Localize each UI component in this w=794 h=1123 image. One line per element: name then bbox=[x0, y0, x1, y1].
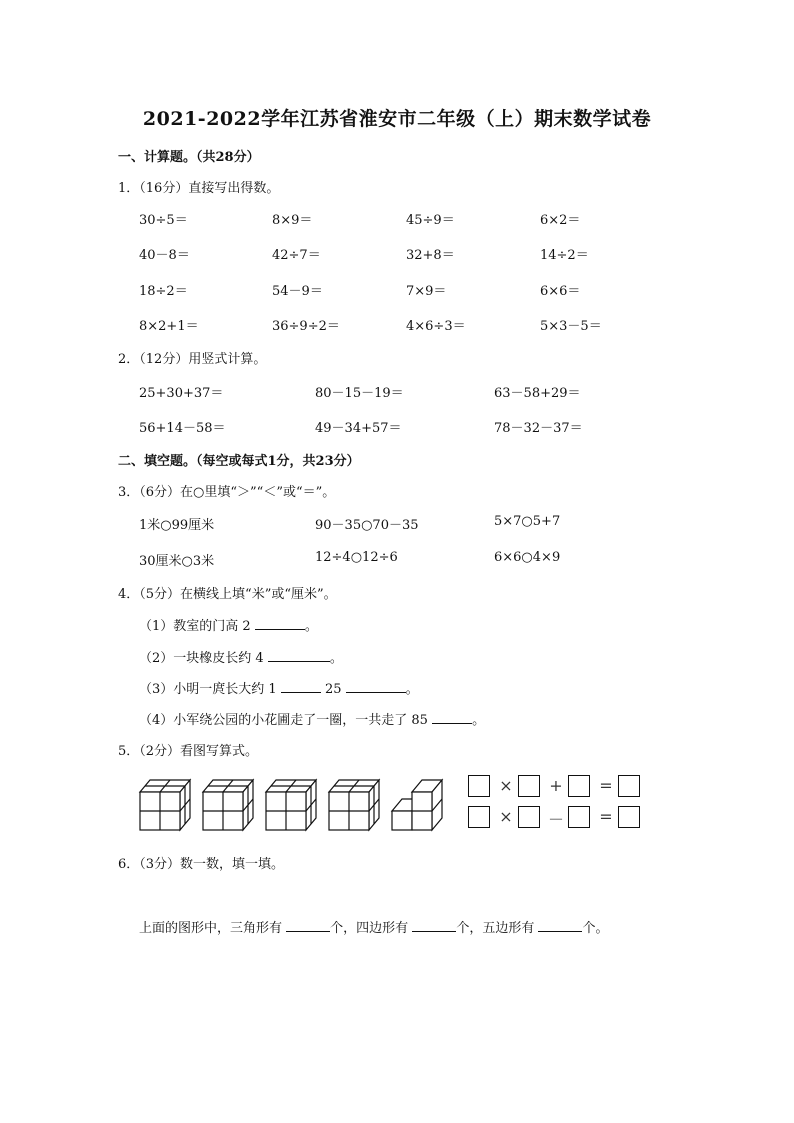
answer-box[interactable] bbox=[568, 806, 590, 828]
q4-item-4-text: （4）小军绕公园的小花圃走了一圈，一共走了 85 bbox=[139, 713, 428, 728]
operator-sign: + bbox=[549, 776, 563, 795]
cube-stack-2 bbox=[203, 780, 253, 830]
arithmetic-problem: 14÷2＝ bbox=[540, 248, 589, 263]
compare-problem: 1米○99厘米 bbox=[139, 518, 215, 533]
page-title: 2021-2022学年江苏省淮安市二年级（上）期末数学试卷 bbox=[142, 108, 652, 130]
q1-label: 1．（16分）直接写出得数。 bbox=[118, 181, 280, 196]
arithmetic-problem: 5×3－5＝ bbox=[540, 319, 602, 334]
q6-text-4: 个。 bbox=[582, 921, 609, 936]
q6-label: 6．（3分）数一数，填一填。 bbox=[118, 857, 285, 872]
q4-item-3-text: （3）小明一庹长大约 1 bbox=[139, 682, 277, 697]
q4-item-3 bbox=[139, 678, 419, 697]
arithmetic-problem: 30÷5＝ bbox=[139, 213, 188, 228]
q3-label: 3．（6分）在○里填“＞”“＜”或“＝”。 bbox=[118, 485, 336, 500]
vertical-calc-problem: 49－34+57＝ bbox=[315, 421, 402, 436]
arithmetic-problem: 8×9＝ bbox=[272, 213, 313, 228]
arithmetic-problem: 7×9＝ bbox=[406, 284, 447, 299]
cube-stack-3 bbox=[266, 780, 316, 830]
q4-item-1-end: 。 bbox=[304, 619, 318, 634]
operator-sign: = bbox=[599, 807, 613, 826]
operator-sign: － bbox=[548, 810, 565, 829]
cube-stack-1 bbox=[140, 780, 190, 830]
answer-blank[interactable] bbox=[432, 712, 472, 724]
cube-stack-4 bbox=[329, 780, 379, 830]
operator-sign: × bbox=[499, 776, 513, 795]
vertical-calc-problem: 56+14－58＝ bbox=[139, 421, 226, 436]
answer-box[interactable] bbox=[518, 806, 540, 828]
answer-blank[interactable] bbox=[255, 618, 305, 630]
vertical-calc-problem: 80－15－19＝ bbox=[315, 386, 404, 401]
answer-box[interactable] bbox=[568, 775, 590, 797]
arithmetic-problem: 6×2＝ bbox=[540, 213, 581, 228]
arithmetic-problem: 18÷2＝ bbox=[139, 284, 188, 299]
q4-item-1 bbox=[139, 615, 318, 634]
answer-box[interactable] bbox=[468, 775, 490, 797]
q4-item-3-mid: 25 bbox=[324, 682, 342, 697]
q4-item-4-end: 。 bbox=[472, 713, 486, 728]
operator-sign: × bbox=[499, 807, 513, 826]
compare-problem: 30厘米○3米 bbox=[139, 554, 215, 569]
q4-item-2 bbox=[139, 647, 343, 666]
triangle-count-blank[interactable] bbox=[286, 920, 330, 932]
q6-text-3: 个，五边形有 bbox=[456, 921, 535, 936]
q4-label: 4．（5分）在横线上填“米”或“厘米”。 bbox=[118, 587, 337, 602]
arithmetic-problem: 8×2+1＝ bbox=[139, 319, 199, 334]
operator-sign: = bbox=[599, 776, 613, 795]
quadrilateral-count-blank[interactable] bbox=[412, 920, 456, 932]
compare-problem: 5×7○5+7 bbox=[494, 514, 561, 529]
arithmetic-problem: 36÷9÷2＝ bbox=[272, 319, 340, 334]
q5-label: 5．（2分）看图写算式。 bbox=[118, 744, 259, 759]
q4-item-1-text: （1）教室的门高 2 bbox=[139, 619, 251, 634]
pentagon-count-blank[interactable] bbox=[538, 920, 582, 932]
vertical-calc-problem: 25+30+37＝ bbox=[139, 386, 224, 401]
q4-item-4 bbox=[139, 709, 485, 728]
arithmetic-problem: 42÷7＝ bbox=[272, 248, 321, 263]
answer-box[interactable] bbox=[618, 806, 640, 828]
q6-text-2: 个，四边形有 bbox=[330, 921, 409, 936]
arithmetic-problem: 6×6＝ bbox=[540, 284, 581, 299]
compare-problem: 12÷4○12÷6 bbox=[315, 550, 398, 565]
q6-sentence bbox=[139, 917, 608, 936]
q2-label: 2．（12分）用竖式计算。 bbox=[118, 352, 267, 367]
arithmetic-problem: 4×6÷3＝ bbox=[406, 319, 466, 334]
q4-item-2-text: （2）一块橡皮长约 4 bbox=[139, 651, 264, 666]
arithmetic-problem: 54－9＝ bbox=[272, 284, 323, 299]
q6-text-1: 上面的图形中，三角形有 bbox=[139, 921, 283, 936]
compare-problem: 6×6○4×9 bbox=[494, 550, 561, 565]
answer-box[interactable] bbox=[518, 775, 540, 797]
cube-stack-5 bbox=[392, 780, 442, 830]
answer-box[interactable] bbox=[618, 775, 640, 797]
answer-blank[interactable] bbox=[268, 650, 330, 662]
arithmetic-problem: 40－8＝ bbox=[139, 248, 190, 263]
q4-item-3-end: 。 bbox=[405, 682, 419, 697]
q4-item-2-end: 。 bbox=[329, 651, 343, 666]
vertical-calc-problem: 63－58+29＝ bbox=[494, 386, 581, 401]
section-1-heading: 一、计算题。（共28分） bbox=[118, 150, 260, 165]
compare-problem: 90－35○70－35 bbox=[315, 518, 419, 533]
answer-blank[interactable] bbox=[346, 681, 406, 693]
cube-stacks-figure bbox=[138, 776, 448, 832]
arithmetic-problem: 32+8＝ bbox=[406, 248, 455, 263]
answer-box[interactable] bbox=[468, 806, 490, 828]
vertical-calc-problem: 78－32－37＝ bbox=[494, 421, 583, 436]
arithmetic-problem: 45÷9＝ bbox=[406, 213, 455, 228]
section-2-heading: 二、填空题。（每空或每式1分，共23分） bbox=[118, 454, 360, 469]
answer-blank[interactable] bbox=[281, 681, 321, 693]
